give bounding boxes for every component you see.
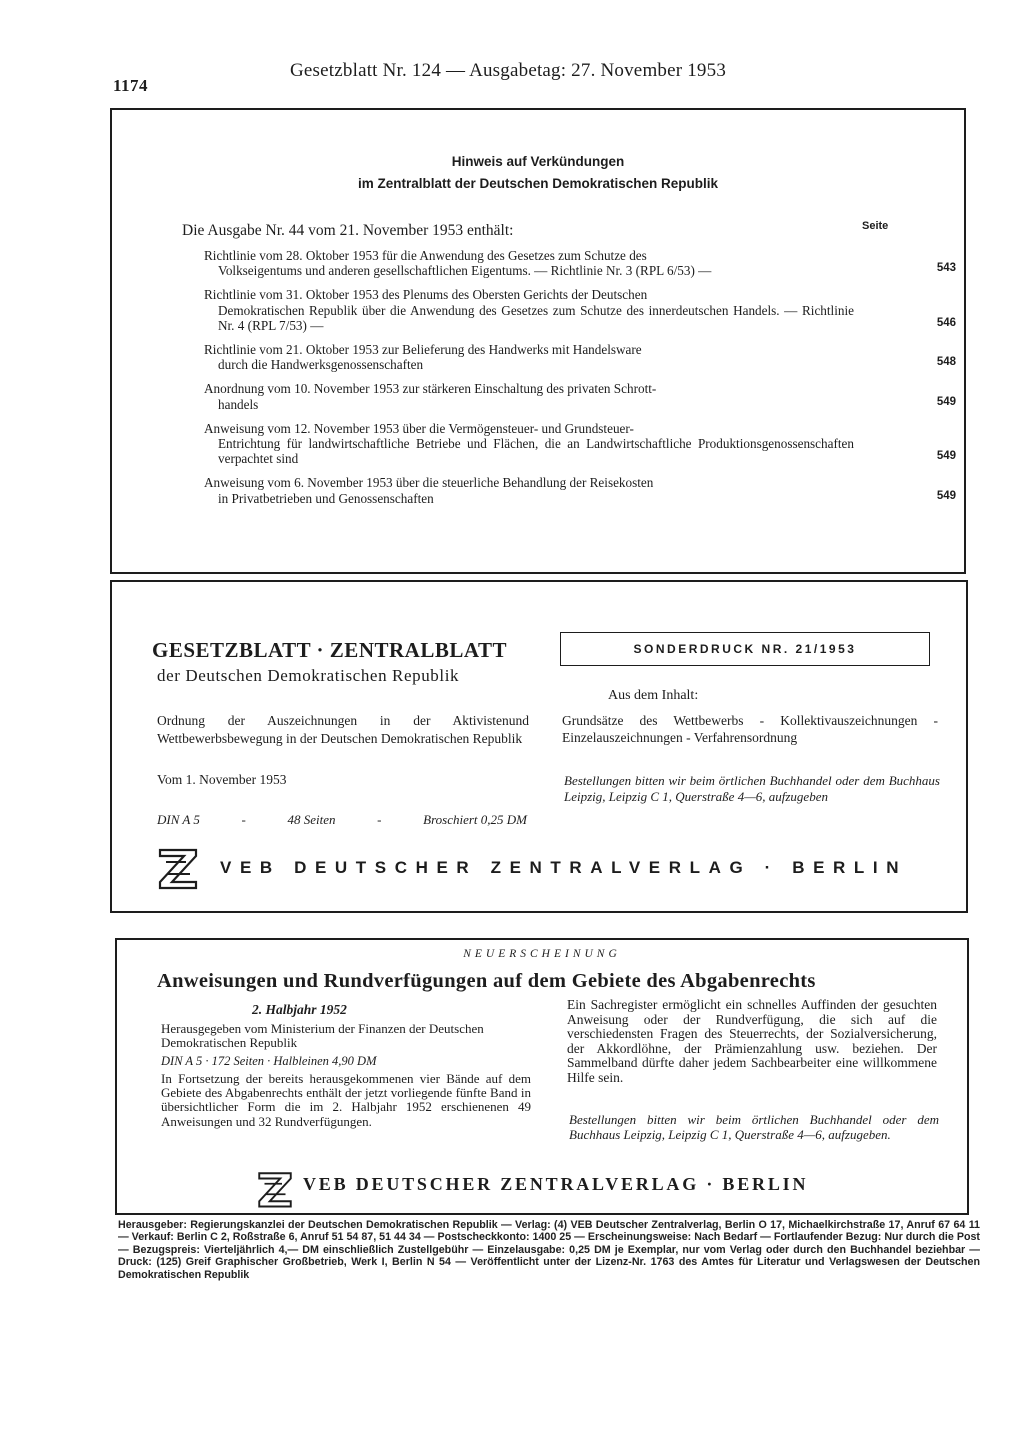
format-din: DIN A 5 <box>157 812 200 827</box>
entry-first-line: Anordnung vom 10. November 1953 zur stärkeren Einschaltung des privaten Schrott- <box>204 381 657 397</box>
publisher-logo-icon <box>255 1168 295 1210</box>
sonderdruck-ad <box>110 580 968 913</box>
entry-continuation: handels <box>218 396 259 412</box>
entry-page: 549 <box>936 395 956 408</box>
order-note: Bestellungen bitten wir beim örtlichen Buchhandel oder dem Buchhaus Leipzig, Leipzig C 1, Querstraße 4—6, aufzugeben. <box>569 1112 939 1142</box>
ad-ordnung-text: Ordnung der Auszeichnungen in der Aktivistenund Wettbewerbsbewegung in der Deutschen Demokratischen Republik <box>157 713 529 746</box>
contents-heading: Aus dem Inhalt: <box>608 688 699 703</box>
entry-first-line: Anweisung vom 12. November 1953 über die Vermögensteuer- und Grundsteuer- <box>204 420 634 436</box>
notice-entry <box>204 287 956 333</box>
entry-continuation: Volkseigentums und anderen gesellschaftlichen Eigentums. — Richtlinie Nr. 3 (RPL 6/53) — <box>218 263 712 279</box>
entry-continuation: Entrichtung für landwirtschaftliche Betriebe und Flächen, die an Landwirtschaftliche Produktionsgenossenschaften verpachtet sind <box>218 436 854 467</box>
entry-page: 546 <box>936 316 956 329</box>
publisher-logo-icon <box>156 844 200 892</box>
entry-first-line: Richtlinie vom 28. Oktober 1953 für die Anwendung des Gesetzes zum Schutze des <box>204 248 647 263</box>
format-price: Broschiert 0,25 DM <box>423 812 527 827</box>
notice-subtitle: im Zentralblatt der Deutschen Demokratischen Republik <box>357 176 719 191</box>
publisher-name: VEB DEUTSCHER ZENTRALVERLAG · BERLIN <box>303 1174 809 1194</box>
contents-text: Grundsätze des Wettbewerbs - Kollektivauszeichnungen - Einzelauszeichnungen - Verfahrensordnung <box>562 713 938 745</box>
entry-page: 549 <box>936 450 956 463</box>
notice-entry <box>204 381 956 412</box>
ad-title: GESETZBLATT · ZENTRALBLATT <box>152 638 507 662</box>
page-number: 1174 <box>113 76 149 95</box>
entry-page: 549 <box>936 489 956 502</box>
notice-box <box>110 108 966 574</box>
ad-description: In Fortsetzung der bereits herausgekommenen vier Bände auf dem Gebiete des Abgabenrechts enthält der jetzt vorliegende fünfte Band in übersichtlicher Form die im 2. Halbjahr 1952 erschienenen 49 Anweisungen und 32 Rundverfügungen. <box>161 1071 531 1129</box>
format-separator: - <box>377 812 382 827</box>
notice-entry <box>204 420 956 467</box>
ad-editor: Herausgegeben vom Ministerium der Finanzen der Deutschen Demokratischen Republik <box>161 1021 484 1050</box>
notice-title: Hinweis auf Verkündungen <box>451 154 625 169</box>
ad-subtitle: der Deutschen Demokratischen Republik <box>157 666 460 685</box>
entry-first-line: Richtlinie vom 21. Oktober 1953 zur Belieferung des Handwerks mit Handelsware <box>204 342 642 358</box>
entry-page: 543 <box>936 262 956 275</box>
format-separator: - <box>241 812 246 827</box>
ad-title: Anweisungen und Rundverfügungen auf dem Gebiete des Abgabenrechts <box>157 970 816 992</box>
entry-page: 548 <box>936 356 956 369</box>
page-header <box>0 0 1024 100</box>
entry-continuation: Demokratischen Republik über die Anwendung des Gesetzes zum Schutze des innerdeutschen Handels. — Richtlinie Nr. 4 (RPL 7/53) — <box>218 302 854 333</box>
ad-format <box>157 812 527 828</box>
ad-format: DIN A 5 · 172 Seiten · Halbleinen 4,90 DM <box>161 1054 377 1068</box>
entry-first-line: Anweisung vom 6. November 1953 über die steuerliche Behandlung der Reisekosten <box>204 475 654 491</box>
running-head: Gesetzblatt Nr. 124 — Ausgabetag: 27. November 1953 <box>290 60 727 81</box>
notice-entry <box>204 248 956 279</box>
notice-entries <box>204 248 956 515</box>
publisher-name: VEB DEUTSCHER ZENTRALVERLAG · BERLIN <box>220 858 908 877</box>
ad-period: 2. Halbjahr 1952 <box>252 1002 347 1017</box>
notice-entry <box>204 475 956 506</box>
notice-intro: Die Ausgabe Nr. 44 vom 21. November 1953 enthält: <box>182 222 514 239</box>
page-column-label: Seite <box>862 220 889 232</box>
ad-date: Vom 1. November 1953 <box>157 772 287 787</box>
sonderdruck-label: SONDERDRUCK NR. 21/1953 <box>560 632 930 666</box>
entry-continuation: in Privatbetrieben und Genossenschaften <box>218 490 434 506</box>
new-release-label: NEUERSCHEINUNG <box>463 948 621 960</box>
imprint: Herausgeber: Regierungskanzlei der Deutschen Demokratischen Republik — Verlag: (4) VEB Deutscher Zentralverlag, Berlin O 17, Michaelkirchstraße 17, Anruf 67 64 11 — Verkauf: Berlin C 2, Roßstraße 6, Anruf 51 54 87, 51 44 34 — Postscheckkonto: 1400 25 — Erscheinungsweise: Nach Bedarf — Fortlaufender Bezug: Nur durch die Post — Bezugspreis: Vierteljährlich 4,— DM einschließlich Zustellgebühr — Einzelausgabe: 0,25 DM je Exemplar, nur vom Verlag oder durch den Buchhandel beziehbar — Druck: (125) Greif Graphischer Großbetrieb, Werk I, Berlin N 54 — Veröffentlicht unter der Lizenz-Nr. 1763 des Amtes für Literatur und Verlagswesen der Deutschen Demokratischen Republik <box>118 1219 980 1281</box>
ad-register-text: Ein Sachregister ermöglicht ein schnelles Auffinden der gesuchten Anweisung oder der Rundverfügung, die sich auf die verschiedensten Fragen des Steuerrechts, der Sozialversicherung, der Akkordlöhne, der Prämienzahlung usw. beziehen. Der Sammelband dürfte daher jedem Sachbearbeiter eine willkommene Hilfe sein. <box>567 997 937 1085</box>
notice-entry <box>204 342 956 373</box>
format-pages: 48 Seiten <box>287 812 336 827</box>
neuerscheinung-ad <box>115 938 969 1215</box>
entry-first-line: Richtlinie vom 31. Oktober 1953 des Plenums des Obersten Gerichts der Deutschen <box>204 287 648 303</box>
entry-continuation: durch die Handwerksgenossenschaften <box>218 357 424 373</box>
order-note: Bestellungen bitten wir beim örtlichen Buchhandel oder dem Buchhaus Leipzig, Leipzig C 1, Querstraße 4—6, aufzugeben <box>564 773 940 804</box>
